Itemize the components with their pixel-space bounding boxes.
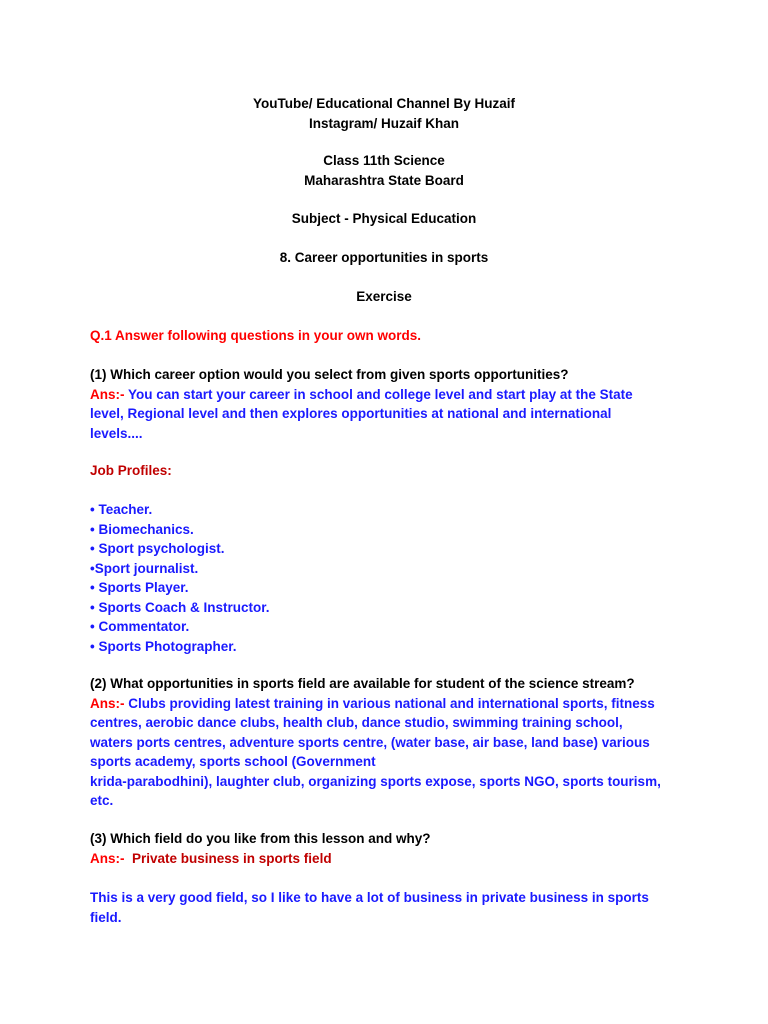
header-exercise: [0, 287, 768, 307]
question-1-text: (1) Which career option would you select from given sports opportunities?: [90, 367, 569, 382]
list-item: • Sports Player.: [90, 580, 189, 595]
header-subject: [0, 209, 768, 229]
list-item: • Biomechanics.: [90, 521, 194, 537]
exercise-title: Exercise: [356, 289, 412, 304]
list-item: •Sport journalist.: [90, 560, 199, 576]
job-profiles-list: [90, 500, 690, 656]
answer-2-line-5: krida-parabodhini), laughter club, organizing sports expose, sports NGO, sports tourism,: [90, 773, 661, 789]
explanation-line-2: field.: [90, 909, 122, 925]
answer-3-explanation: [90, 888, 690, 927]
question-2-text: (2) What opportunities in sports field are available for student of the science stream?: [90, 676, 635, 691]
instagram-line: Instagram/ Huzaif Khan: [308, 115, 460, 131]
channel-line: YouTube/ Educational Channel By Huzaif: [252, 96, 516, 111]
answer-2-line-3: waters ports centres, adventure sports centre, (water base, air base, land base) various: [90, 734, 650, 750]
answer-label: Ans:-: [90, 386, 125, 402]
header-class: [0, 151, 768, 190]
question-3-block: [90, 829, 690, 868]
header-channel: [0, 94, 768, 133]
answer-1-line-3: levels....: [90, 425, 143, 441]
class-line: Class 11th Science: [323, 153, 445, 168]
answer-2-line-4: sports academy, sports school (Government: [90, 754, 376, 769]
list-item: • Sports Coach & Instructor.: [90, 599, 270, 615]
list-item: • Sports Photographer.: [90, 638, 237, 654]
list-item: • Sport psychologist.: [90, 541, 225, 556]
question-3-text: (3) Which field do you like from this lesson and why?: [90, 831, 431, 846]
question-2-block: [90, 674, 690, 811]
explanation-line-1: This is a very good field, so I like to have a lot of business in private business in sports: [90, 890, 649, 905]
q1-heading: Q.1 Answer following questions in your own words.: [90, 328, 422, 343]
question-1-block: [90, 365, 690, 443]
answer-label: Ans:-: [90, 695, 125, 711]
answer-2-line-2: centres, aerobic dance clubs, health club, dance studio, swimming training school,: [90, 715, 623, 730]
answer-label: Ans:-: [90, 850, 125, 866]
job-profiles-heading: Job Profiles:: [90, 463, 172, 478]
answer-1-line-2: level, Regional level and then explores opportunities at national and international: [90, 406, 612, 421]
header-chapter: [0, 248, 768, 268]
answer-3-line: Ans:- Private business in sports field: [90, 850, 332, 866]
answer-2-line-1: Ans:- Clubs providing latest training in various national and international sports, fitness: [90, 695, 655, 711]
subject-line: Subject - Physical Education: [291, 211, 477, 226]
chapter-title: 8. Career opportunities in sports: [279, 250, 489, 265]
board-line: Maharashtra State Board: [304, 172, 464, 188]
list-item: • Commentator.: [90, 619, 190, 634]
answer-2-line-6: etc.: [90, 793, 114, 808]
list-item: • Teacher.: [90, 502, 153, 517]
answer-1-line-1: Ans:- You can start your career in school and college level and start play at the State: [90, 386, 633, 402]
